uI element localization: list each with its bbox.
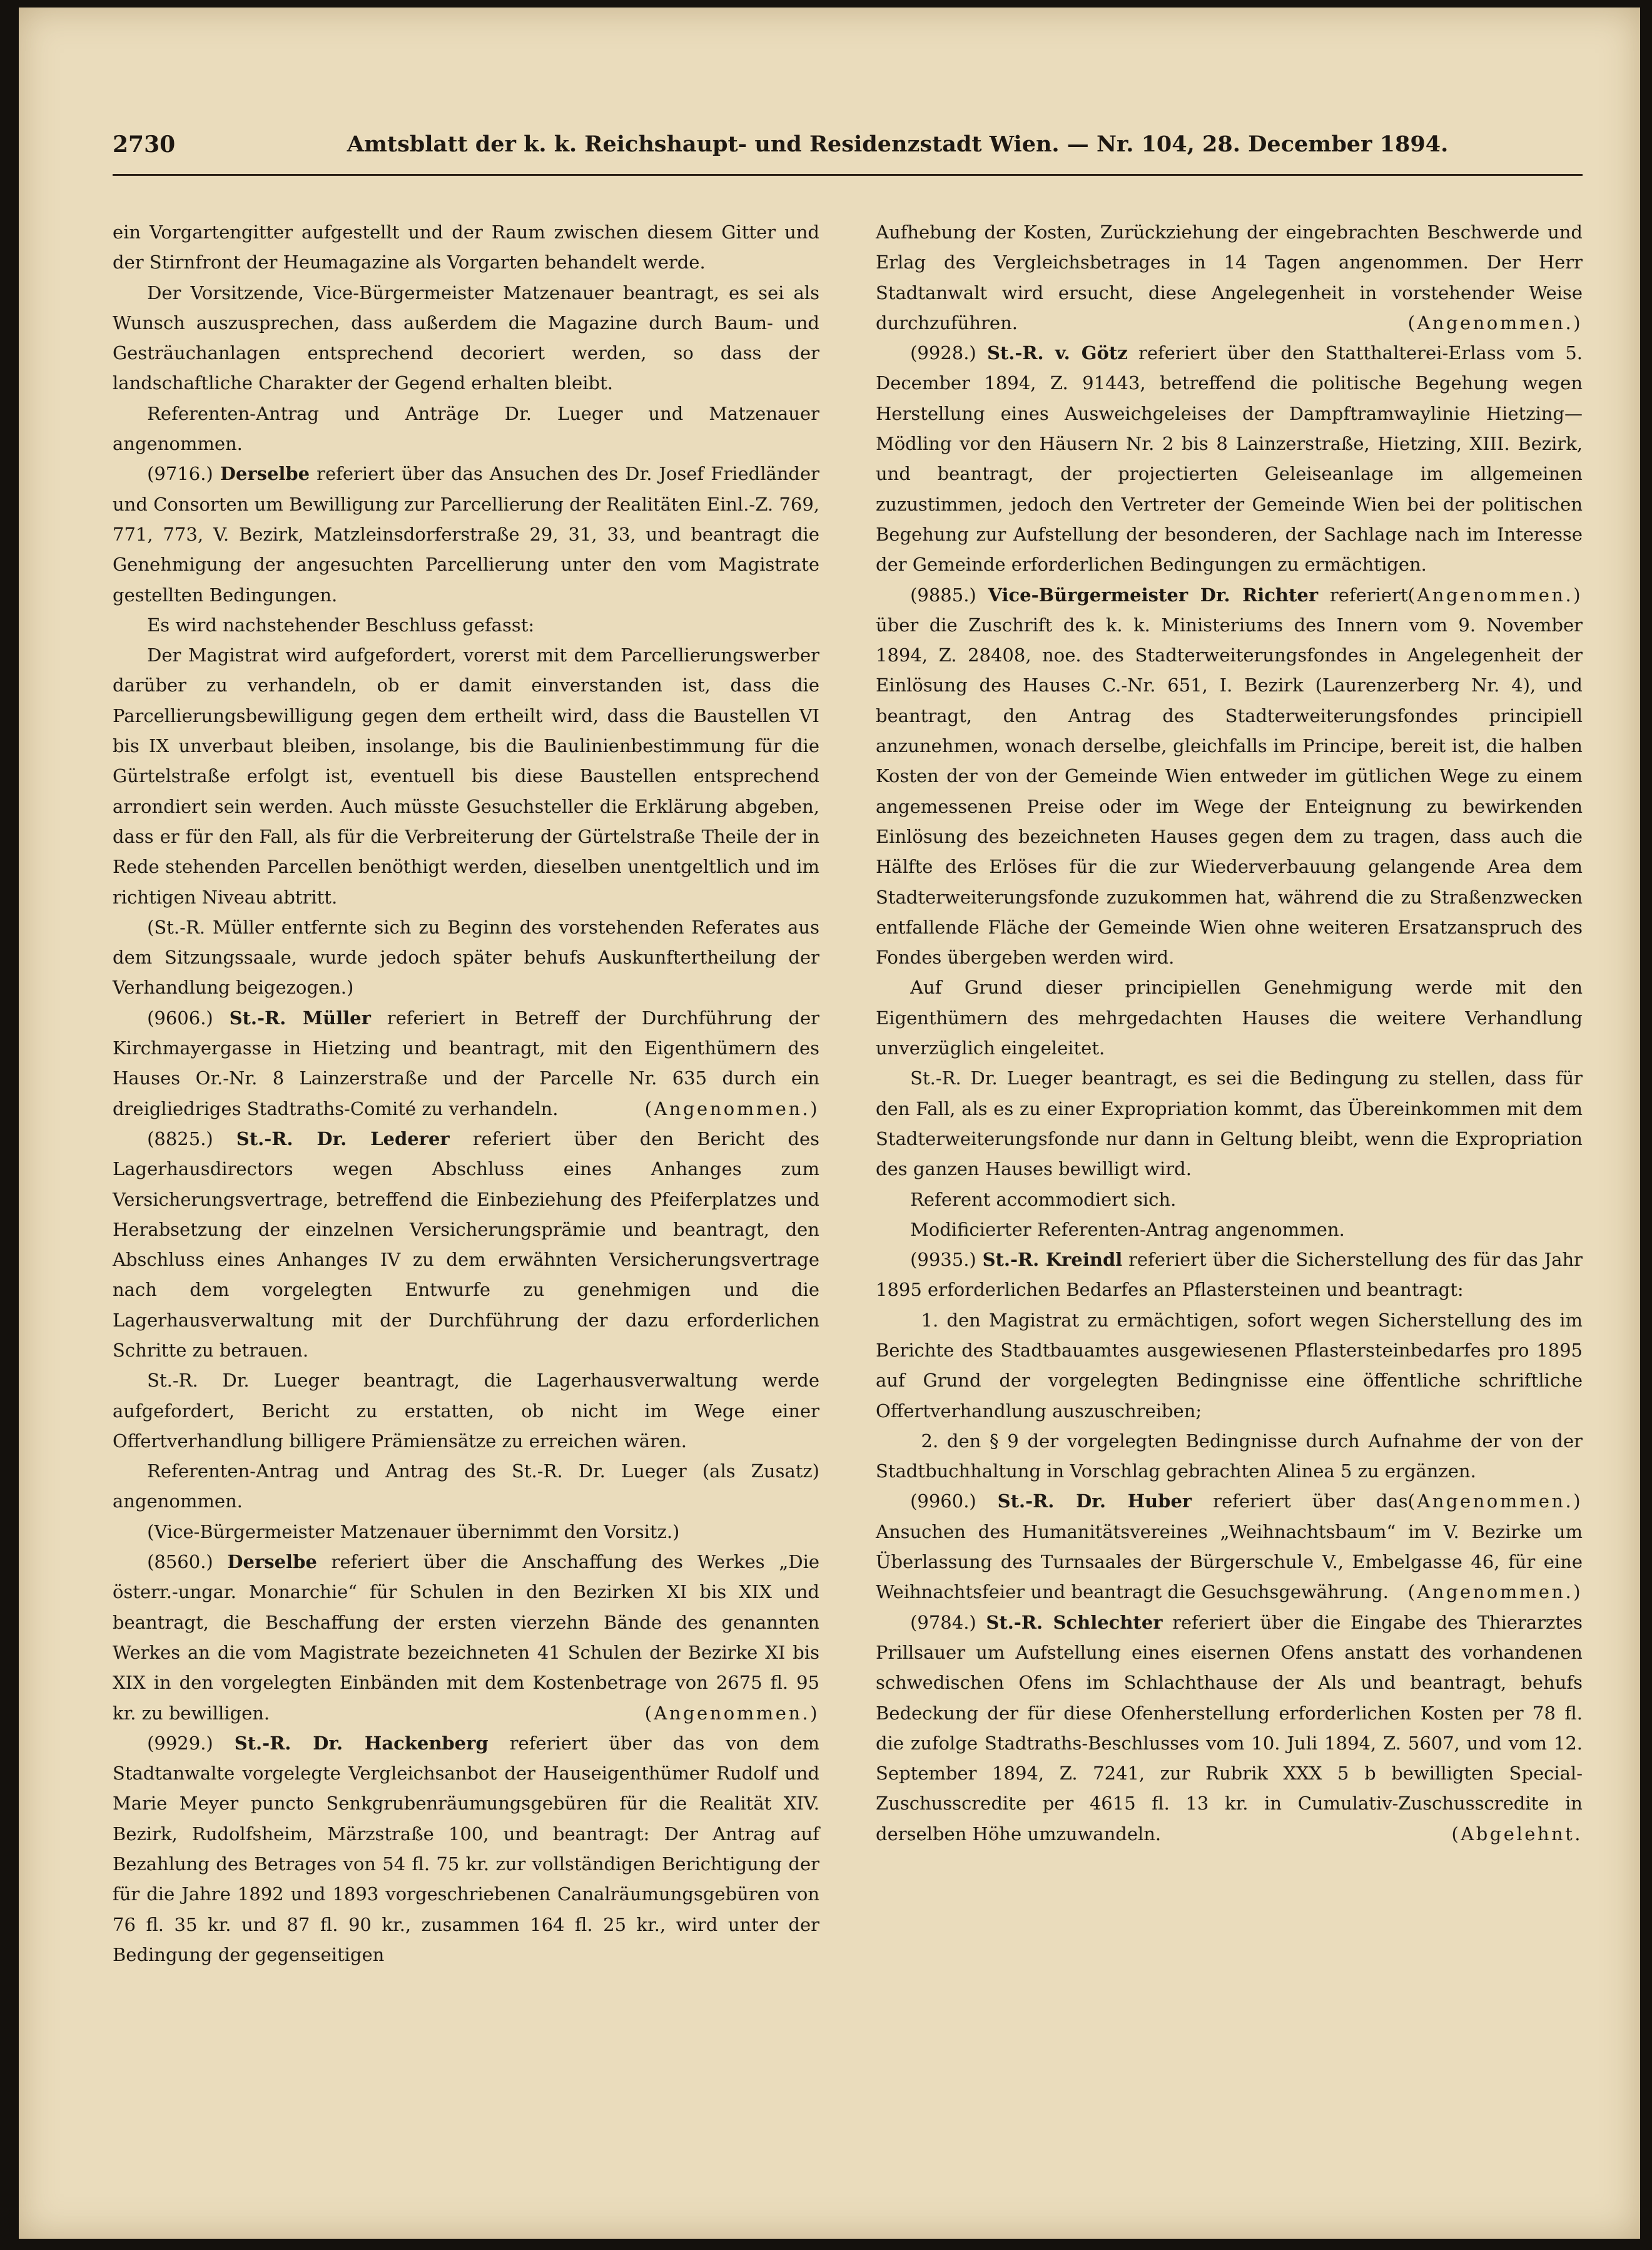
- item-number: (9784.): [910, 1611, 976, 1633]
- page-content: [113, 114, 1583, 2179]
- speaker-name: St.-R. Dr. Hackenberg: [234, 1732, 489, 1754]
- resolution: Referenten-Antrag und Anträge Dr. Lueger und Matzenauer angenommen.: [113, 402, 819, 455]
- paragraph: Der Magistrat wird aufgefordert, vorerst mit dem Parcellierungswerber darüber zu verhandeln, ob er damit einverstanden ist, dass die Parcellierungsbewilligung gegen dem ertheilt wird, dass die Baustellen VI bis IX unverbaut bleiben, insolange, bis die Baulinienbestimmung für die Gürtelstraße erfolgt ist, eventuell bis diese Baustellen entsprechend arrondiert sein werden. Auch müsste Gesuchsteller die Erklärung abgeben, dass er für den Fall, als für die Verbreiterung der Gürtelstraße Theile der in Rede stehenden Parcellen benöthigt werden, dieselben unentgeltlich und im richtigen Niveau abtritt.: [113, 644, 819, 908]
- status-label: (Angenommen.): [644, 1702, 819, 1724]
- resolution: Modificierter Referenten-Antrag angenommen.: [910, 1218, 1345, 1240]
- item-number: (9935.): [910, 1249, 976, 1271]
- paragraph: [876, 217, 1583, 338]
- item-text: referiert über die Zuschrift des k. k. Ministeriums des Innern vom 9. November 1894, Z. 28408, noe. des Stadterweiterungsfondes in Angelegenheit der Einlösung des Hauses C.-Nr. 651, I. Bezirk (Laurenzerberg Nr. 4), und beantragt, den Antrag des Stadterweiterungsfondes principiell anzunehmen, wonach derselbe, gleichfalls im Principe, bereit ist, die halben Kosten der von der Gemeinde Wien entweder im gütlichen Wege zu einem angemessenen Preise oder im Wege der Enteignung zu bewirkenden Einlösung des bezeichneten Hauses gegen dem zu tragen, dass auch die Hälfte des Erlöses für die zur Wiederverbauung gelangende Area dem Stadterweiterungsfonde zuzukommen hat, während die zu Straßenzwecken entfallende Fläche der Gemeinde Wien ohne weiteren Ersatzanspruch des Fondes übergeben werden wird.: [876, 584, 1583, 969]
- item-text: referiert über die Eingabe des Thierarztes Prillsauer um Aufstellung eines eisernen Ofens anstatt des vorhandenen schwedischen Ofens im Schlachthause der Als und beantragt, behufs Bedeckung der für diese Ofenherstellung erforderlichen Kosten per 78 fl. die zufolge Stadtraths-Beschlusses vom 10. Juli 1894, Z. 5607, und vom 12. September 1894, Z. 7241, zur Rubrik XXX 5 b bewilligten Special-Zuschusscredite per 4615 fl. 13 kr. in Cumulativ-Zuschusscredite in derselben Höhe umzuwandeln.: [876, 1611, 1583, 1845]
- item-text: referiert über die Anschaffung des Werkes „Die österr.-ungar. Monarchie“ für Schulen in den Bezirken XI bis XIX und beantragt, die Beschaffung der ersten vierzehn Bände des genannten Werkes an die vom Magistrate bezeichneten 41 Schulen der Bezirke XI bis XIX in den vorgelegten Einbänden mit dem Kostenbetrage von 2675 fl. 95 kr. zu bewilligen.: [113, 1551, 820, 1724]
- speaker-name: Derselbe: [220, 463, 310, 485]
- agenda-item: [113, 1003, 819, 1124]
- agenda-item: [113, 1728, 819, 1970]
- status-label: (Angenommen.): [1407, 1581, 1583, 1603]
- paragraph: Es wird nachstehender Beschluss gefasst:: [147, 614, 535, 636]
- item-number: (8560.): [147, 1551, 213, 1573]
- item-number: (9960.): [910, 1490, 976, 1512]
- speaker-name: Vice-Bürgermeister Dr. Richter: [988, 584, 1319, 606]
- agenda-item: [113, 1124, 819, 1365]
- item-text: referiert über den Bericht des Lagerhausdirectors wegen Abschluss eines Anhanges zum Versicherungsvertrage, betreffend die Einbeziehung des Pfeiferplatzes und Herabsetzung der einzelnen Versicherungsprämie und beantragt, den Abschluss eines Anhanges IV zu dem erwähnten Versicherungsvertrage nach dem vorgelegten Entwurfe zu genehmigen und die Lagerhausverwaltung mit der Durchführung der dazu erforderlichen Schritte zu betrauen.: [113, 1128, 820, 1361]
- paragraph: St.-R. Dr. Lueger beantragt, es sei die Bedingung zu stellen, dass für den Fall, als es zu einer Expropriation kommt, das Übereinkommen mit dem Stadterweiterungsfonde nur dann in Geltung bleibt, wenn die Expropriation des ganzen Hauses bewilligt wird.: [876, 1067, 1583, 1180]
- page-number: 2730: [113, 131, 176, 158]
- paragraph: (Vice-Bürgermeister Matzenauer übernimmt den Vorsitz.): [147, 1520, 680, 1542]
- agenda-item: [113, 459, 819, 609]
- speaker-name: St.-R. Müller: [229, 1007, 371, 1029]
- page-header: [113, 130, 1583, 167]
- item-text: referiert über das Ansuchen des Humanitätsvereines „Weihnachtsbaum“ im V. Bezirke um Überlassung des Turnsaales der Bürgerschule V., Embelgasse 46, für eine Weihnachtsfeier und beantragt die Gesuchsgewährung.: [876, 1490, 1583, 1603]
- resolution: Referenten-Antrag und Antrag des St.-R. Dr. Lueger (als Zusatz) angenommen.: [113, 1460, 819, 1512]
- item-text: referiert in Betreff der Durchführung der Kirchmayergasse in Hietzing und beantragt, mit den Eigenthümern des Hauses Or.-Nr. 8 Lainzerstraße und der Parcelle Nr. 635 durch ein dreigliedriges Stadtraths-Comité zu verhandeln.: [113, 1007, 820, 1119]
- item-number: (9606.): [147, 1007, 213, 1029]
- item-number: (9885.): [910, 584, 976, 606]
- right-column: [876, 217, 1583, 1849]
- item-number: (8825.): [147, 1128, 213, 1149]
- speaker-name: St.-R. Dr. Lederer: [236, 1128, 450, 1149]
- masthead-title: Amtsblatt der k. k. Reichshaupt- und Residenzstadt Wien. — Nr. 104, 28. December 1894.: [347, 131, 1449, 157]
- item-number: (9928.): [910, 342, 976, 364]
- item-number: (9929.): [147, 1732, 213, 1754]
- status-label: (Angenommen.): [644, 1097, 819, 1119]
- paragraph: (St.-R. Müller entfernte sich zu Beginn des vorstehenden Referates aus dem Sitzungssaale, wurde jedoch später behufs Auskunftertheilung der Verhandlung beigezogen.): [113, 916, 819, 999]
- item-text: referiert über den Statthalterei-Erlass vom 5. December 1894, Z. 91443, betreffend die politische Begehung wegen Herstellung eines Ausweichgeleises der Dampftramwaylinie Hietzing—Mödling vor den Häusern Nr. 2 bis 8 Lainzerstraße, Hietzing, XIII. Bezirk, und beantragt, der projectierten Geleiseanlage im allgemeinen zuzustimmen, jedoch den Vertreter der Gemeinde Wien bei der politischen Begehung zur Aufstellung der besonderen, der Sachlage nach im Interesse der Gemeinde erforderlichen Bedingungen zu ermächtigen.: [876, 342, 1583, 576]
- paragraph: St.-R. Dr. Lueger beantragt, die Lagerhausverwaltung werde aufgefordert, Bericht zu erstatten, ob nicht im Wege einer Offertverhandlung billigere Prämiensätze zu erreichen wären.: [113, 1370, 819, 1452]
- item-text: Aufhebung der Kosten, Zurückziehung der eingebrachten Beschwerde und Erlag des Vergleichsbetrages in 14 Tagen angenommen. Der Herr Stadtanwalt wird ersucht, diese Angelegenheit in vorstehender Weise durchzuführen.: [876, 221, 1583, 333]
- newspaper-page: [19, 8, 1640, 2239]
- item-number: (9716.): [147, 463, 213, 485]
- item-text: referiert über die Sicherstellung des für das Jahr 1895 erforderlichen Bedarfes an Pflastersteinen und beantragt:: [876, 1249, 1583, 1301]
- speaker-name: St.-R. Kreindl: [982, 1249, 1123, 1271]
- status-label: (Angenommen.): [1407, 312, 1583, 333]
- item-text: 2. den § 9 der vorgelegten Bedingnisse durch Aufnahme der von der Stadtbuchhaltung in Vorschlag gebrachten Alinea 5 zu ergänzen.: [876, 1430, 1583, 1482]
- speaker-name: Derselbe: [227, 1551, 317, 1573]
- left-column: [113, 217, 819, 1970]
- list-item: 1. den Magistrat zu ermächtigen, sofort wegen Sicherstellung des im Berichte des Stadtbauamtes ausgewiesenen Pflastersteinbedarfes pro 1895 auf Grund der vorgelegten Bedingnisse eine öffentliche schriftliche Offertverhandlung auszuschreiben;: [876, 1309, 1583, 1422]
- header-rule: [113, 174, 1583, 176]
- status-label: (Angenommen.): [1407, 1490, 1583, 1512]
- item-text: referiert über das Ansuchen des Dr. Josef Friedländer und Consorten um Bewilligung zur Parcellierung der Realitäten Einl.-Z. 769, 771, 773, V. Bezirk, Matzleinsdorferstraße 29, 31, 33, und beantragt die Genehmigung der angesuchten Parcellierung unter den vom Magistrate gestellten Bedingungen.: [113, 463, 820, 606]
- agenda-item: [876, 1607, 1583, 1849]
- status-label: (Abgelehnt.: [1451, 1823, 1583, 1845]
- paragraph: Referent accommodiert sich.: [910, 1188, 1177, 1210]
- speaker-name: St.-R. v. Götz: [986, 342, 1128, 364]
- agenda-item: [876, 580, 1583, 973]
- item-text: referiert über das von dem Stadtanwalte vorgelegte Vergleichsanbot der Hauseigenthümer Rudolf und Marie Meyer puncto Senkgrubenräumungsgebüren für die Realität XIV. Bezirk, Rudolfsheim, Märzstraße 100, und beantragt: Der Antrag auf Bezahlung des Betrages von 54 fl. 75 kr. zur vollständigen Berichtigung der für die Jahre 1892 und 1893 vorgeschriebenen Canalräumungsgebüren von 76 fl. 35 kr. und 87 fl. 90 kr., zusammen 164 fl. 25 kr., wird unter der Bedingung der gegenseitigen: [113, 1732, 820, 1965]
- paragraph: Auf Grund dieser principiellen Genehmigung werde mit den Eigenthümern des mehrgedachten Hauses die weitere Verhandlung unverzüglich eingeleitet.: [876, 977, 1583, 1059]
- speaker-name: St.-R. Schlechter: [986, 1611, 1163, 1633]
- status-label: (Angenommen.): [1407, 584, 1583, 606]
- paragraph: Der Vorsitzende, Vice-Bürgermeister Matzenauer beantragt, es sei als Wunsch auszusprechen, dass außerdem die Magazine durch Baum- und Gesträuchanlagen entsprechend decoriert werden, so dass der landschaftliche Charakter der Gegend erhalten bleibt.: [113, 282, 819, 394]
- agenda-item: [876, 1245, 1583, 1305]
- speaker-name: St.-R. Dr. Huber: [997, 1490, 1192, 1512]
- agenda-item: [113, 1547, 819, 1728]
- paragraph: ein Vorgartengitter aufgestellt und der Raum zwischen diesem Gitter und der Stirnfront der Heumagazine als Vorgarten behandelt werde.: [113, 221, 819, 273]
